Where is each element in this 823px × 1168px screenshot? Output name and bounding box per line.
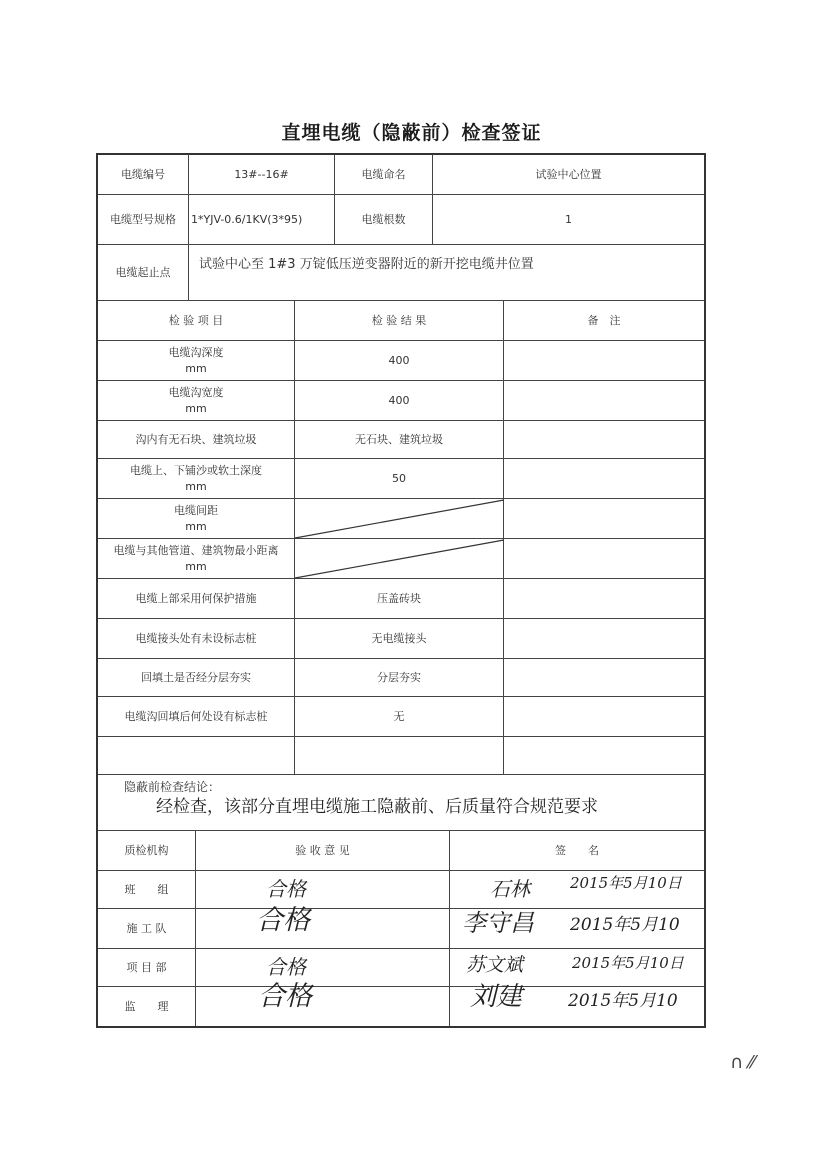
sign-org-construction-crew: 施 工 队 <box>98 909 196 949</box>
sign-org-project-dept: 项 目 部 <box>98 949 196 987</box>
conclusion-section <box>98 775 704 831</box>
check-item-sand-depth: 电缆上、下铺沙或软土深度 mm <box>98 459 295 499</box>
handwritten-date: 2015年5月10 <box>570 915 680 935</box>
check-result-width: 400 <box>295 381 504 421</box>
check-result-spacing <box>295 499 504 539</box>
handwritten-date: 2015年5月10日 <box>572 954 684 972</box>
check-item-depth: 电缆沟深度 mm <box>98 341 295 381</box>
sign-opinion-cell <box>196 905 450 949</box>
handwritten-name: 苏文斌 <box>466 954 524 976</box>
check-item-protection: 电缆上部采用何保护措施 <box>98 579 295 619</box>
corner-mark: ∩ ⁄⁄ <box>730 1052 755 1073</box>
check-header-remark: 备 注 <box>504 301 704 341</box>
sign-signature-cell <box>450 871 704 909</box>
check-header-item: 检 验 项 目 <box>98 301 295 341</box>
cable-no-label: 电缆编号 <box>98 155 189 195</box>
sign-org-team: 班 组 <box>98 871 196 909</box>
empty-cell <box>98 737 295 775</box>
check-remark <box>504 697 704 737</box>
strike-line <box>295 539 504 579</box>
conclusion-label: 隐蔽前检查结论： <box>124 780 221 794</box>
check-remark <box>504 381 704 421</box>
inspection-form <box>96 153 706 1028</box>
check-result-backfill: 分层夯实 <box>295 659 504 697</box>
cable-count-label: 电缆根数 <box>335 195 433 245</box>
check-remark <box>504 619 704 659</box>
check-result-debris: 无石块、建筑垃圾 <box>295 421 504 459</box>
check-result-depth: 400 <box>295 341 504 381</box>
check-remark <box>504 421 704 459</box>
handwritten-name: 李守昌 <box>462 909 534 937</box>
cable-count-value: 1 <box>433 195 704 245</box>
sign-signature-cell <box>450 909 704 949</box>
check-remark <box>504 659 704 697</box>
sign-header-signature: 签 名 <box>450 831 704 871</box>
sign-opinion-cell <box>196 871 450 909</box>
sign-opinion-cell <box>196 981 450 1026</box>
cable-model-value: 1*YJV-0.6/1KV(3*95) <box>189 195 335 245</box>
check-item-min-distance: 电缆与其他管道、建筑物最小距离 mm <box>98 539 295 579</box>
cable-name-value: 试验中心位置 <box>433 155 704 195</box>
empty-cell <box>295 737 504 775</box>
check-item-joint-marker: 电缆接头处有未设标志桩 <box>98 619 295 659</box>
check-remark <box>504 539 704 579</box>
handwritten-opinion: 合格 <box>266 955 306 979</box>
check-result-min-distance <box>295 539 504 579</box>
check-remark <box>504 459 704 499</box>
handwritten-date: 2015年5月10 <box>568 991 678 1011</box>
check-remark <box>504 579 704 619</box>
cable-no-value: 13#--16# <box>189 155 335 195</box>
check-result-protection: 压盖砖块 <box>295 579 504 619</box>
document-title: 直埋电缆（隐蔽前）检查签证 <box>281 122 542 144</box>
check-remark <box>504 341 704 381</box>
check-header-result: 检 验 结 果 <box>295 301 504 341</box>
check-result-sand-depth: 50 <box>295 459 504 499</box>
sign-opinion-cell <box>196 949 450 987</box>
check-result-joint-marker: 无电缆接头 <box>295 619 504 659</box>
handwritten-opinion: 合格 <box>256 905 310 936</box>
sign-header-org: 质检机构 <box>98 831 196 871</box>
handwritten-name: 石林 <box>490 877 530 901</box>
check-item-spacing: 电缆间距 mm <box>98 499 295 539</box>
cable-name-label: 电缆命名 <box>335 155 433 195</box>
check-result-trench-marker: 无 <box>295 697 504 737</box>
sign-header-opinion: 验 收 意 见 <box>196 831 450 871</box>
handwritten-opinion: 合格 <box>266 877 306 901</box>
sign-org-supervisor: 监 理 <box>98 987 196 1026</box>
sign-signature-cell <box>450 982 704 1026</box>
route-label: 电缆起止点 <box>98 245 189 301</box>
handwritten-name: 刘建 <box>470 982 523 1012</box>
route-value: 试验中心至 1#3 万锭低压逆变器附近的新开挖电缆井位置 <box>189 245 704 301</box>
handwritten-opinion: 合格 <box>258 981 312 1012</box>
cable-model-label: 电缆型号规格 <box>98 195 189 245</box>
strike-line <box>295 499 504 539</box>
check-item-width: 电缆沟宽度 mm <box>98 381 295 421</box>
handwritten-date: 2015年5月10日 <box>570 874 682 892</box>
empty-cell <box>504 737 704 775</box>
check-remark <box>504 499 704 539</box>
check-item-trench-marker: 电缆沟回填后何处设有标志桩 <box>98 697 295 737</box>
check-item-backfill: 回填土是否经分层夯实 <box>98 659 295 697</box>
check-item-debris: 沟内有无石块、建筑垃圾 <box>98 421 295 459</box>
conclusion-text: 经检查，该部分直埋电缆施工隐蔽前、后质量符合规范要求 <box>156 797 598 817</box>
